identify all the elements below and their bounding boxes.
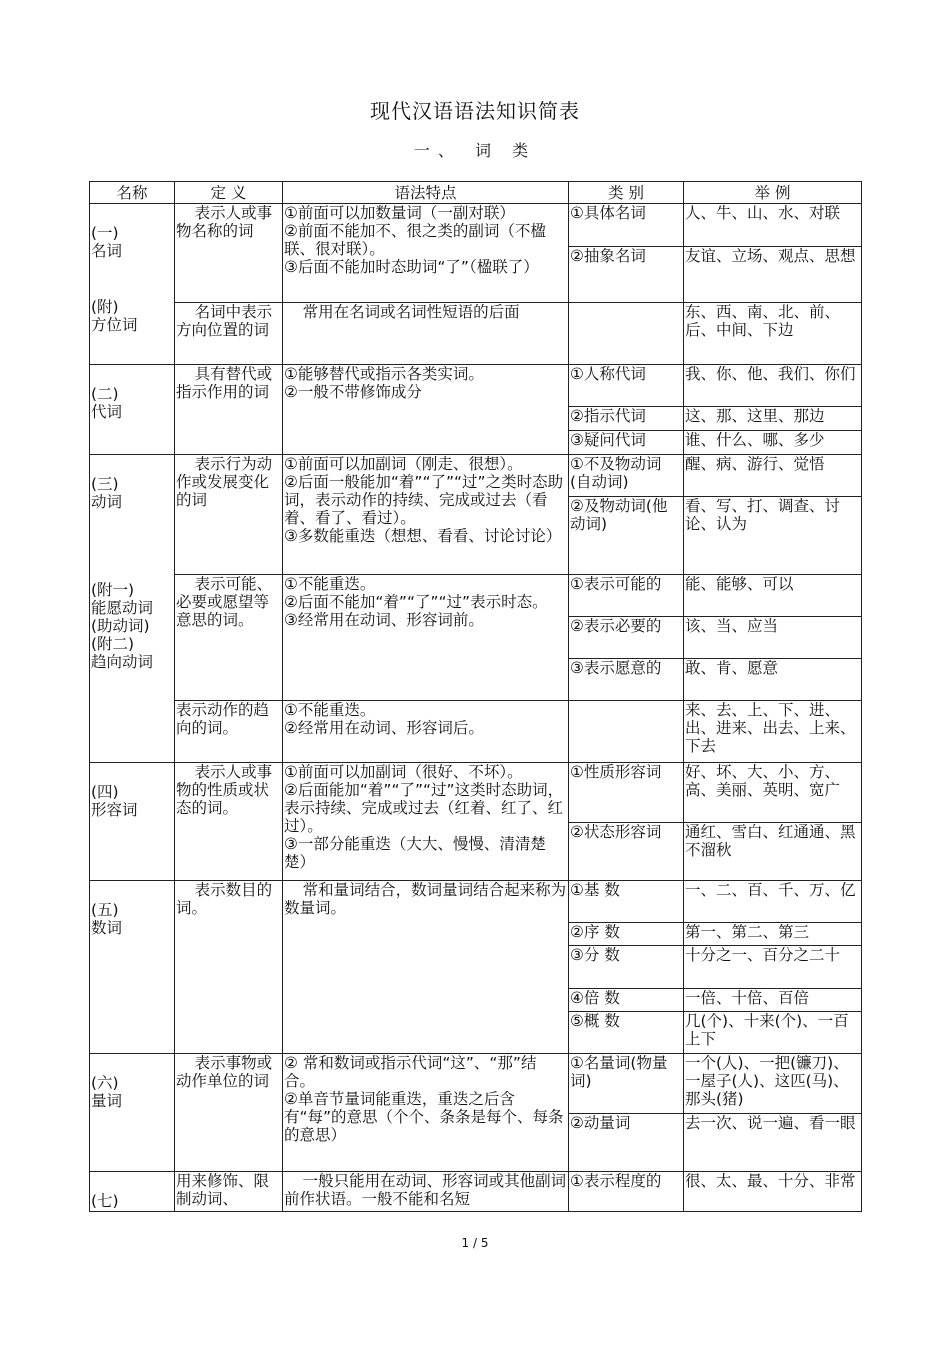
category-cell: ②及物动词(他动词)	[569, 497, 684, 575]
category-cell: ①基 数	[569, 881, 684, 923]
example-cell: 去一次、说一遍、看一眼	[684, 1114, 862, 1172]
table-row	[90, 204, 862, 247]
table-row	[90, 303, 862, 365]
example-cell: 一倍、十倍、百倍	[684, 989, 862, 1012]
name-text: (三)	[91, 475, 119, 493]
name-cell-adverb	[90, 1172, 175, 1212]
section-heading: 一、 词 类	[413, 141, 537, 160]
example-cell: 醒、病、游行、觉悟	[684, 455, 862, 497]
table-row	[90, 763, 862, 823]
page-number: 1 / 5	[461, 1236, 489, 1250]
category-cell	[569, 303, 684, 365]
feature-line: ③经常用在动词、形容词前。	[284, 611, 484, 629]
feature-line: ②后面一般能加“着”“了”“过”之类时态助词，表示动作的持续、完成或过去（看着、看了、看过）。	[284, 473, 564, 527]
name-text: (五)	[91, 901, 119, 919]
table-row	[90, 575, 862, 617]
features-cell	[283, 575, 569, 701]
name-cell-adjective	[90, 763, 175, 881]
name-cell-noun	[90, 204, 175, 365]
feature-line: ②前面不能加不、很之类的副词（不楹联、很对联）。	[284, 222, 546, 258]
header-definition: 定 义	[175, 182, 283, 204]
category-cell: ①表示程度的	[569, 1172, 684, 1212]
feature-line: ②后面不能加“着”“了”“过”表示时态。	[284, 593, 548, 611]
name-text: (一)	[91, 224, 119, 242]
feature-line: ② 常和数词或指示代词“这”、“那”结合。	[284, 1054, 537, 1090]
name-text: (附一)	[91, 581, 135, 599]
feature-line: ③多数能重迭（想想、看看、讨论讨论）	[284, 527, 562, 545]
example-cell: 来、去、上、下、进、出、进来、出去、上来、下去	[684, 701, 862, 763]
word-class-table	[89, 181, 862, 1212]
feature-line: ①不能重迭。	[284, 701, 376, 719]
category-cell: ②表示必要的	[569, 617, 684, 659]
category-cell: ①表示可能的	[569, 575, 684, 617]
name-text: 动词	[91, 493, 123, 511]
example-cell: 第一、第二、第三	[684, 923, 862, 946]
table-row	[90, 365, 862, 407]
table-row	[90, 1172, 862, 1212]
features-cell: 常用在名词或名词性短语的后面	[283, 303, 569, 365]
example-cell: 谁、什么、哪、多少	[684, 431, 862, 455]
doc-title: 现代汉语语法知识简表	[370, 99, 580, 123]
example-cell: 人、牛、山、水、对联	[684, 204, 862, 247]
name-text: 能愿动词	[91, 599, 154, 617]
example-cell: 这、那、这里、那边	[684, 407, 862, 431]
category-cell: ①性质形容词	[569, 763, 684, 823]
definition-cell: 表示动作的趋向的词。	[175, 701, 283, 763]
category-cell: ④倍 数	[569, 989, 684, 1012]
example-cell: 一个(人)、一把(镰刀)、一屋子(人)、这匹(马)、那头(猪)	[684, 1054, 862, 1114]
feature-line: ②后面能加“着”“了”“过”这类时态助词，表示持续、完成或过去（红着、红了、红过）。	[284, 781, 564, 835]
name-text: (六)	[91, 1074, 119, 1092]
feature-line: ③一部分能重迭（大大、慢慢、清清楚楚）	[284, 835, 546, 871]
definition-cell: 用来修饰、限制动词、	[175, 1172, 283, 1212]
feature-line: ②单音节量词能重迭，重迭之后含有“每”的意思（个个、条条是每个、每条的意思）	[284, 1090, 564, 1144]
name-text: (四)	[91, 783, 119, 801]
name-text: (七)	[91, 1192, 119, 1210]
feature-line: ①前面可以加数量词（一副对联）	[284, 204, 515, 222]
category-cell: ①不及物动词(自动词)	[569, 455, 684, 497]
table-row	[90, 701, 862, 763]
features-cell	[283, 763, 569, 881]
name-cell-numeral	[90, 881, 175, 1054]
name-text: 量词	[91, 1092, 123, 1110]
example-cell: 一、二、百、千、万、亿	[684, 881, 862, 923]
example-cell: 看、写、打、调查、讨论、认为	[684, 497, 862, 575]
feature-line: ①前面可以加副词（很好、不坏）。	[284, 763, 523, 781]
name-text: 趋向动词	[91, 653, 154, 671]
definition-cell: 名词中表示方向位置的词	[175, 303, 283, 365]
header-name: 名称	[90, 182, 175, 204]
category-cell: ②抽象名词	[569, 247, 684, 303]
name-text: 方位词	[91, 316, 138, 334]
definition-cell: 具有替代或指示作用的词	[175, 365, 283, 455]
feature-line: ①不能重迭。	[284, 575, 376, 593]
example-cell: 我、你、他、我们、你们	[684, 365, 862, 407]
category-cell: ②动量词	[569, 1114, 684, 1172]
example-cell: 好、坏、大、小、方、高、美丽、英明、宽广	[684, 763, 862, 823]
name-text: 名词	[91, 242, 123, 260]
category-cell: ②状态形容词	[569, 823, 684, 881]
category-cell: ⑤概 数	[569, 1012, 684, 1054]
category-cell: ③分 数	[569, 946, 684, 989]
table-row	[90, 455, 862, 497]
category-cell: ①具体名词	[569, 204, 684, 247]
feature-line: ②经常用在动词、形容词后。	[284, 719, 484, 737]
name-text: (二)	[91, 385, 119, 403]
feature-line: ②一般不带修饰成分	[284, 383, 422, 401]
example-cell: 十分之一、百分之二十	[684, 946, 862, 989]
definition-cell: 表示数目的词。	[175, 881, 283, 1054]
name-text: 形容词	[91, 801, 138, 819]
feature-line: ①前面可以加副词（刚走、很想）。	[284, 455, 523, 473]
category-cell: ②指示代词	[569, 407, 684, 431]
definition-cell: 表示事物或动作单位的词	[175, 1054, 283, 1172]
table-row	[90, 881, 862, 923]
name-text: (附二)	[91, 635, 135, 653]
features-cell	[283, 204, 569, 303]
feature-line: ①能够替代或指示各类实词。	[284, 365, 484, 383]
name-cell-verb	[90, 455, 175, 763]
name-cell-classifier	[90, 1054, 175, 1172]
example-cell: 几(个)、十来(个)、一百上下	[684, 1012, 862, 1054]
category-cell: ③疑问代词	[569, 431, 684, 455]
category-cell	[569, 701, 684, 763]
category-cell: ①人称代词	[569, 365, 684, 407]
category-cell: ②序 数	[569, 923, 684, 946]
header-category: 类 别	[569, 182, 684, 204]
name-text: 数词	[91, 919, 123, 937]
header-row	[90, 182, 862, 204]
name-text: (助动词)	[91, 617, 150, 635]
header-example: 举 例	[684, 182, 862, 204]
features-cell	[283, 365, 569, 455]
name-text: 代词	[91, 403, 123, 421]
definition-cell: 表示人或事物名称的词	[175, 204, 283, 303]
name-cell-pronoun	[90, 365, 175, 455]
definition-cell: 表示行为动作或发展变化的词	[175, 455, 283, 575]
features-cell	[283, 701, 569, 763]
example-cell: 很、太、最、十分、非常	[684, 1172, 862, 1212]
feature-line: ③后面不能加时态助词“了”（楹联了）	[284, 258, 539, 276]
features-cell: 常和量词结合，数词量词结合起来称为数量词。	[283, 881, 569, 1054]
example-cell: 该、当、应当	[684, 617, 862, 659]
features-cell: 一般只能用在动词、形容词或其他副词前作状语。一般不能和名短	[283, 1172, 569, 1212]
example-cell: 友谊、立场、观点、思想	[684, 247, 862, 303]
definition-cell: 表示可能、必要或愿望等意思的词。	[175, 575, 283, 701]
definition-cell: 表示人或事物的性质或状态的词。	[175, 763, 283, 881]
category-cell: ①名量词(物量词)	[569, 1054, 684, 1114]
example-cell: 东、西、南、北、前、后、中间、下边	[684, 303, 862, 365]
example-cell: 通红、雪白、红通通、黑不溜秋	[684, 823, 862, 881]
features-cell	[283, 455, 569, 575]
name-text: (附)	[91, 298, 119, 316]
category-cell: ③表示愿意的	[569, 659, 684, 701]
features-cell	[283, 1054, 569, 1172]
table-row	[90, 1054, 862, 1114]
example-cell: 敢、肯、愿意	[684, 659, 862, 701]
header-features: 语法特点	[283, 182, 569, 204]
example-cell: 能、能够、可以	[684, 575, 862, 617]
